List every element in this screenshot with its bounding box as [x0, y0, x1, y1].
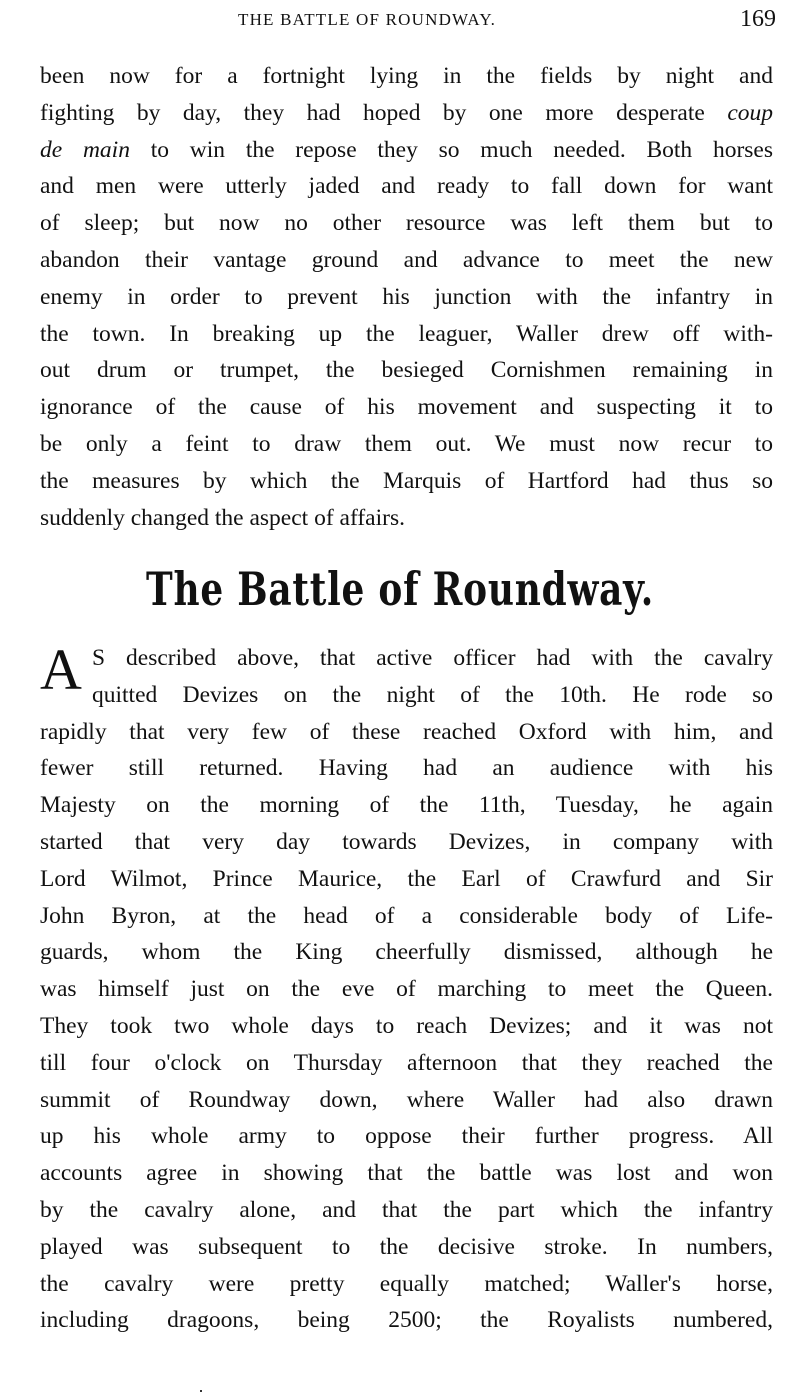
- text-line: ignorance of the cause of his movement and suspecting it to: [40, 394, 773, 421]
- text-line: John Byron, at the head of a considerable body of Life-: [40, 902, 773, 929]
- text-line: suddenly changed the aspect of affairs.: [40, 504, 405, 531]
- text-line: fewer still returned. Having had an audience with his: [40, 755, 773, 782]
- text-line: rapidly that very few of these reached Oxford with him, and: [40, 718, 773, 745]
- text-line: abandon their vantage ground and advance to meet the new: [40, 246, 773, 273]
- text-line: out drum or trumpet, the besieged Cornishmen remaining in: [40, 357, 773, 384]
- text-line: be only a feint to draw them out. We must now recur to: [40, 430, 773, 457]
- text-line: started that very day towards Devizes, in company with: [40, 828, 773, 855]
- text-line: been now for a fortnight lying in the fields by night and: [40, 63, 773, 89]
- text-line: till four o'clock on Thursday afternoon that they reached the: [40, 1049, 773, 1076]
- paragraph-2: [40, 637, 773, 1339]
- running-header: [0, 6, 800, 36]
- text-line: Lord Wilmot, Prince Maurice, the Earl of Crawfurd and Sir: [40, 865, 773, 892]
- text-line: de main to win the repose they so much needed. Both horses: [40, 136, 773, 163]
- text-line: the cavalry were pretty equally matched; Waller's horse,: [40, 1270, 773, 1297]
- section-heading: The Battle of Roundway.: [146, 562, 654, 616]
- text-line: S described above, that active officer had with the cavalry: [92, 645, 773, 671]
- text-line: They took two whole days to reach Devizes; and it was not: [40, 1012, 773, 1039]
- text-line: accounts agree in showing that the battle was lost and won: [40, 1160, 773, 1187]
- page-number: 169: [740, 6, 776, 32]
- text-line: was himself just on the eve of marching to meet the Queen.: [40, 976, 773, 1003]
- text-line: of sleep; but now no other resource was left them but to: [40, 210, 773, 237]
- running-title: THE BATTLE OF ROUNDWAY.: [238, 10, 497, 29]
- text-line: enemy in order to prevent his junction with the infantry in: [40, 283, 773, 310]
- text-line: summit of Roundway down, where Waller had also drawn: [40, 1086, 773, 1113]
- paragraph-1: [40, 58, 773, 536]
- text-line: Majesty on the morning of the 11th, Tuesday, he again: [40, 792, 773, 819]
- text-line: up his whole army to oppose their further progress. All: [40, 1123, 773, 1150]
- text-line: fighting by day, they had hoped by one more desperate coup: [40, 99, 773, 126]
- text-line: the town. In breaking up the leaguer, Waller drew off with-: [40, 320, 773, 347]
- text-line: by the cavalry alone, and that the part which the infantry: [40, 1196, 773, 1223]
- text-line: and men were utterly jaded and ready to fall down for want: [40, 173, 773, 200]
- text-line: the measures by which the Marquis of Hartford had thus so: [40, 467, 773, 494]
- text-line: guards, whom the King cheerfully dismissed, although he: [40, 939, 773, 966]
- text-line: played was subsequent to the decisive stroke. In numbers,: [40, 1233, 773, 1260]
- text-line: including dragoons, being 2500; the Royalists numbered,: [40, 1307, 773, 1334]
- drop-cap: A: [40, 637, 82, 702]
- text-line: quitted Devizes on the night of the 10th. He rode so: [92, 681, 773, 708]
- scan-speck: [200, 1390, 202, 1392]
